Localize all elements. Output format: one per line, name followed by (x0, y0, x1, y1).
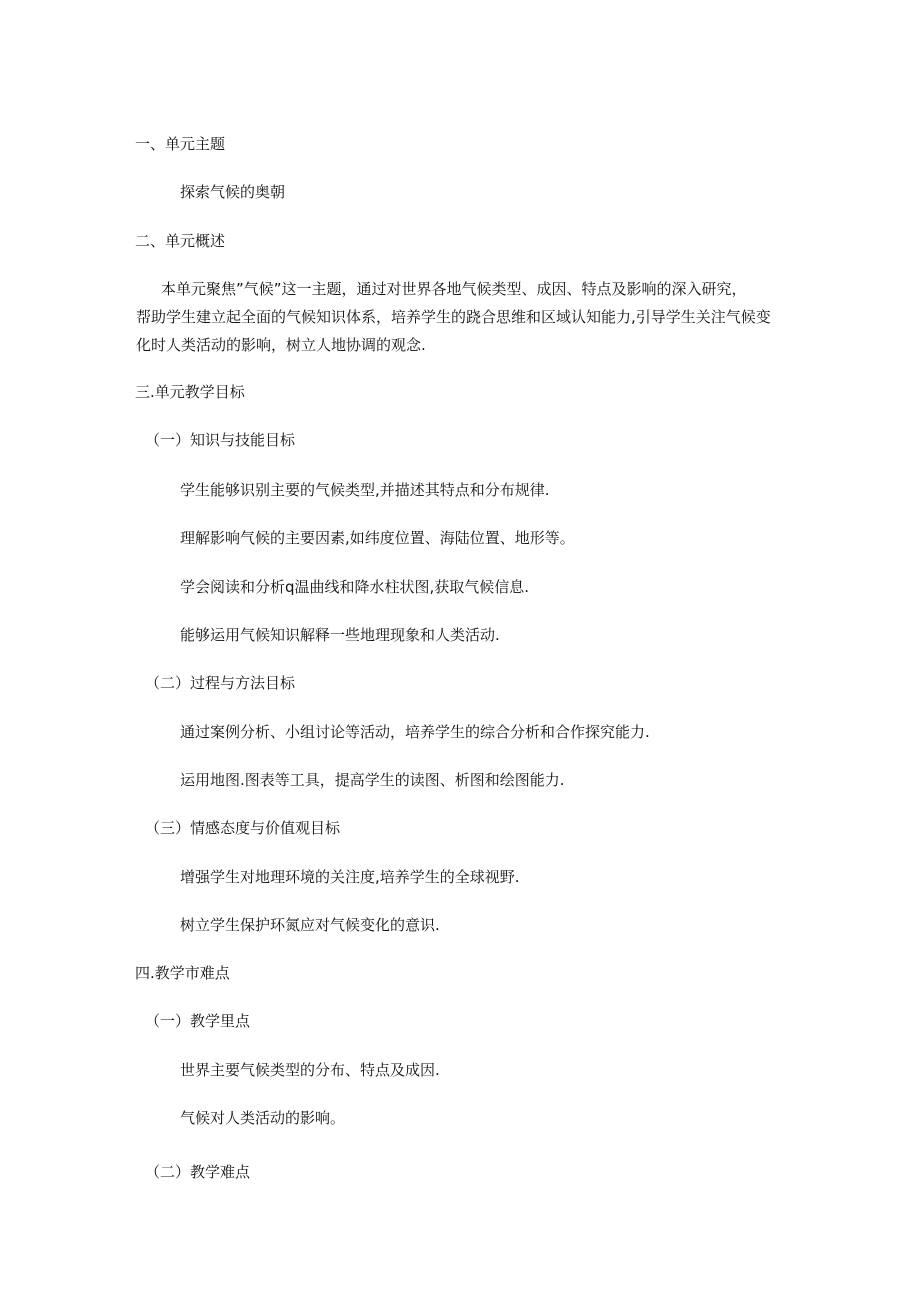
section-4-heading: 四.教学市难点 (135, 964, 230, 982)
subsection-attitudes-values: （三）情感态度与价值观目标 (145, 819, 341, 837)
section-2-heading: 二、单元概述 (135, 232, 226, 250)
list-item: 树立学生保护环氮应对气候变化的意识. (180, 916, 440, 934)
subsection-knowledge-skills: （一）知识与技能目标 (145, 431, 296, 449)
unit-theme-text: 探索气候的奥朝 (180, 183, 286, 201)
overview-line-3: 化时人类活动的影响，树立人地协调的观念. (136, 336, 426, 354)
list-item: 学生能够识别主要的气候类型,并描述其特点和分布规律. (180, 481, 550, 499)
subsection-process-methods: （二）过程与方法目标 (145, 674, 296, 692)
section-1-heading: 一、单元主题 (135, 135, 226, 153)
list-item: 能够运用气候知识解释一些地理现象和人类活动. (180, 626, 500, 644)
subsection-key-points: （一）教学里点 (145, 1012, 251, 1030)
unit-overview-paragraph (136, 275, 786, 359)
list-item: 运用地图.图表等工具，提高学生的读图、析图和绘图能力. (180, 771, 565, 789)
list-item: 世界主要气候类型的分布、特点及成因. (180, 1061, 440, 1079)
overview-line-2: 帮助学生建立起全面的气候知识体系，培养学生的跷合思维和区域认知能力,引导学生关注气候变 (136, 308, 771, 326)
overview-line-1: 本单元聚焦”气候”这一主题，通过对世界各地气候类型、成因、特点及影响的深入研究， (161, 280, 747, 298)
list-item: 增强学生对地理环境的关注度,培养学生的全球视野. (180, 868, 520, 886)
section-3-heading: 三.单元教学目标 (135, 383, 245, 401)
list-item: 理解影响气候的主要因素,如纬度位置、海陆位置、地形等。 (180, 529, 575, 547)
list-item: 通过案例分析、小组讨论等活动，培养学生的综合分析和合作探究能力. (180, 723, 650, 741)
list-item: 气候对人类活动的影响。 (180, 1109, 346, 1127)
list-item: 学会阅读和分析q温曲线和降水柱状图,获取气候信息. (180, 578, 530, 596)
subsection-difficult-points: （二）教学难点 (145, 1163, 251, 1181)
